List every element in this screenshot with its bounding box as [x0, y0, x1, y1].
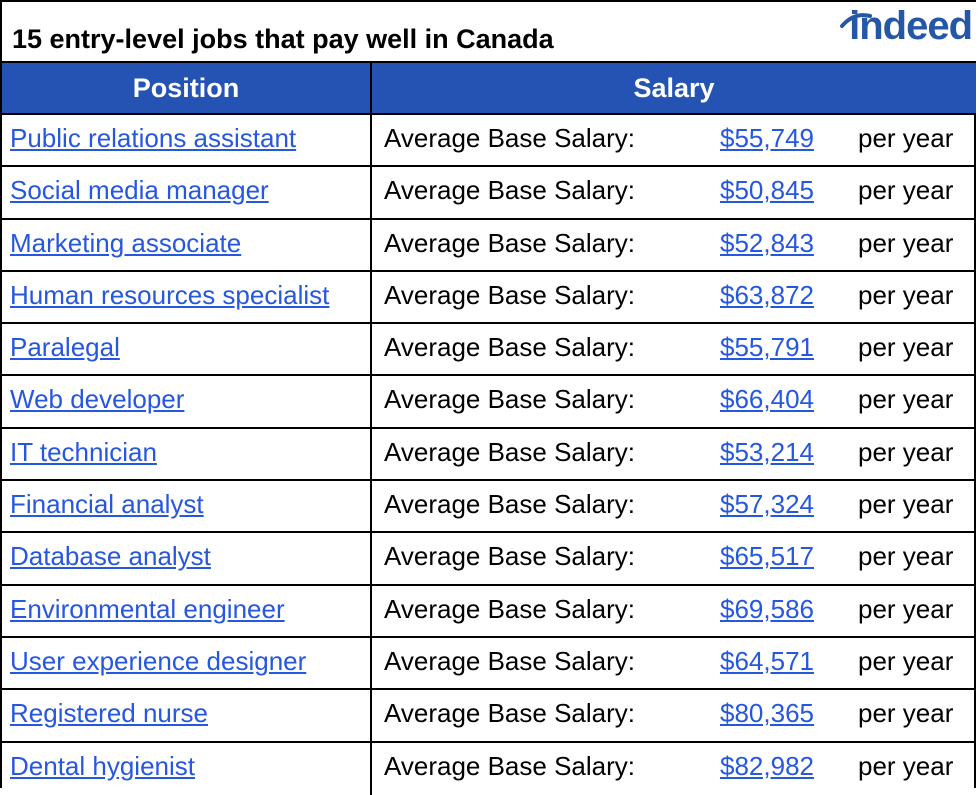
salary-unit: per year [858, 175, 954, 206]
salary-label: Average Base Salary: [384, 593, 635, 624]
salary-amount-link[interactable]: $69,586 [720, 593, 814, 624]
salary-amount-link[interactable]: $80,365 [720, 698, 814, 729]
salary-unit: per year [858, 279, 954, 310]
salary-amount-link[interactable]: $63,872 [720, 279, 814, 310]
salary-label: Average Base Salary: [384, 698, 635, 729]
salary-unit: per year [858, 593, 954, 624]
salary-amount-link[interactable]: $65,517 [720, 541, 814, 572]
salary-label: Average Base Salary: [384, 123, 635, 153]
salary-unit: per year [858, 227, 954, 258]
header-position: Position [2, 63, 372, 113]
position-link[interactable]: User experience designer [10, 645, 307, 676]
salary-unit: per year [858, 541, 954, 572]
table-row [2, 638, 976, 690]
salary-amount-link[interactable]: $53,214 [720, 436, 814, 467]
salary-unit: per year [858, 332, 954, 363]
salary-unit: per year [858, 436, 954, 467]
salary-label: Average Base Salary: [384, 332, 635, 363]
position-link[interactable]: Financial analyst [10, 489, 204, 520]
position-link[interactable]: Environmental engineer [10, 593, 285, 624]
salary-amount-link[interactable]: $64,571 [720, 645, 814, 676]
position-link[interactable]: Paralegal [10, 332, 120, 363]
salary-amount-link[interactable]: $55,749 [720, 123, 814, 153]
salary-amount-link[interactable]: $82,982 [720, 750, 814, 781]
table-row [2, 586, 976, 638]
table-row [2, 376, 976, 428]
salary-label: Average Base Salary: [384, 750, 635, 781]
table-row [2, 324, 976, 376]
page-title: 15 entry-level jobs that pay well in Canada [12, 24, 554, 54]
title-bar [2, 2, 976, 63]
salary-amount-link[interactable]: $55,791 [720, 332, 814, 363]
salary-label: Average Base Salary: [384, 279, 635, 310]
position-link[interactable]: Human resources specialist [10, 279, 330, 310]
salary-label: Average Base Salary: [384, 384, 635, 415]
salary-unit: per year [858, 750, 954, 781]
position-link[interactable]: Dental hygienist [10, 750, 195, 781]
position-link[interactable]: IT technician [10, 436, 157, 467]
table-row [2, 690, 976, 742]
table-row [2, 429, 976, 481]
salary-label: Average Base Salary: [384, 436, 635, 467]
position-link[interactable]: Social media manager [10, 175, 269, 206]
salary-unit: per year [858, 123, 954, 153]
table-row [2, 272, 976, 324]
position-link[interactable]: Registered nurse [10, 698, 208, 729]
position-link[interactable]: Public relations assistant [10, 123, 297, 153]
salary-unit: per year [858, 645, 954, 676]
salary-unit: per year [858, 698, 954, 729]
salary-amount-link[interactable]: $57,324 [720, 489, 814, 520]
table-body [2, 115, 976, 795]
salary-unit: per year [858, 489, 954, 520]
salary-amount-link[interactable]: $52,843 [720, 227, 814, 258]
salary-label: Average Base Salary: [384, 645, 635, 676]
header-salary: Salary [633, 73, 715, 103]
salary-label: Average Base Salary: [384, 489, 635, 520]
position-link[interactable]: Web developer [10, 384, 185, 415]
salary-amount-link[interactable]: $50,845 [720, 175, 814, 206]
salary-label: Average Base Salary: [384, 175, 635, 206]
salary-amount-link[interactable]: $66,404 [720, 384, 814, 415]
salary-label: Average Base Salary: [384, 227, 635, 258]
table-row [2, 481, 976, 533]
indeed-logo: indeed [849, 4, 972, 48]
salary-unit: per year [858, 384, 954, 415]
salary-label: Average Base Salary: [384, 541, 635, 572]
table-row [2, 115, 976, 167]
table-row [2, 167, 976, 219]
table-row [2, 743, 976, 795]
table-row [2, 533, 976, 585]
table-row [2, 220, 976, 272]
position-link[interactable]: Marketing associate [10, 227, 242, 258]
position-link[interactable]: Database analyst [10, 541, 211, 572]
table-header [2, 63, 976, 115]
